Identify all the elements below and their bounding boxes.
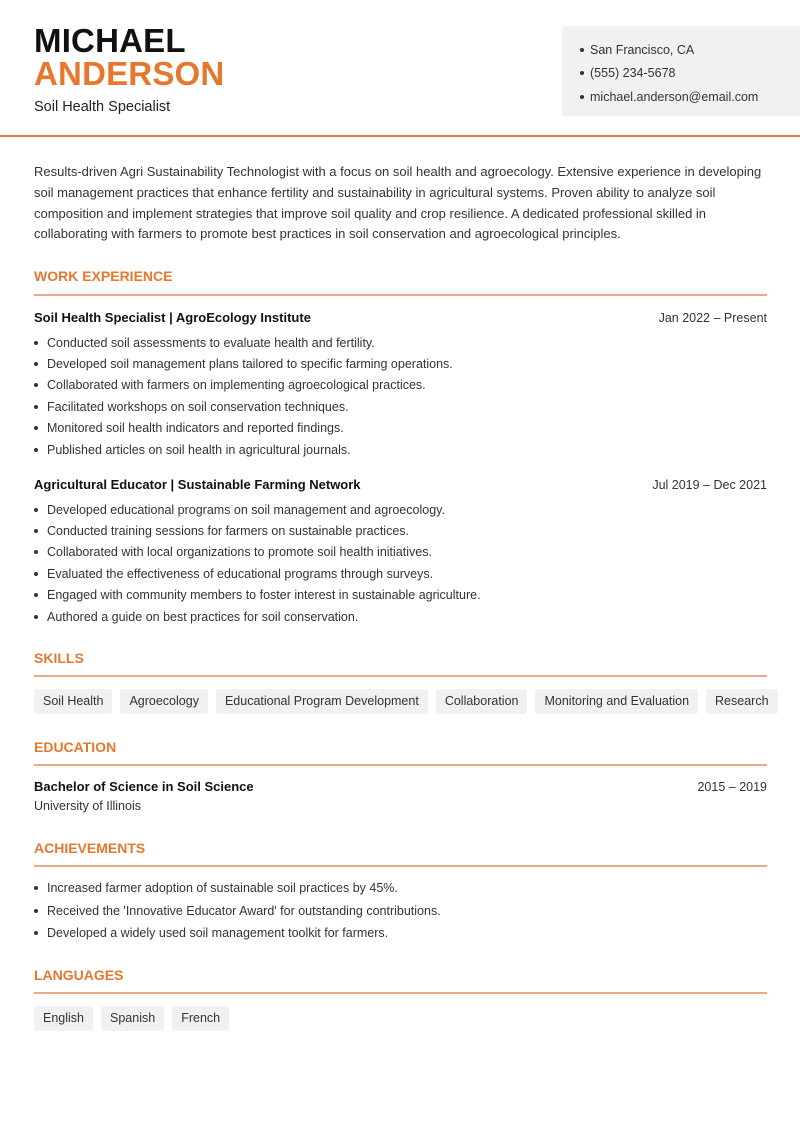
bullet-text: Engaged with community members to foster interest in sustainable agriculture. — [47, 588, 481, 603]
list-item — [34, 606, 481, 627]
bullet-icon — [34, 362, 38, 366]
bullet-text: Evaluated the effectiveness of educational programs through surveys. — [47, 566, 434, 581]
language-tag: Spanish — [101, 1006, 164, 1031]
section-divider — [34, 992, 767, 994]
bullet-icon — [34, 593, 38, 597]
section-divider — [34, 764, 767, 766]
language-tags — [34, 1006, 229, 1031]
bullet-icon — [34, 931, 38, 935]
bullet-text: Conducted soil assessments to evaluate health and fertility. — [47, 335, 375, 350]
location-text: San Francisco, CA — [590, 42, 695, 57]
list-item — [34, 585, 481, 606]
job-title: Soil Health Specialist — [34, 99, 171, 115]
list-item — [34, 332, 453, 353]
language-tag: French — [172, 1006, 229, 1031]
skill-tag: Soil Health — [34, 689, 112, 714]
list-item — [34, 499, 481, 520]
job-bullets — [34, 499, 481, 627]
degree: Bachelor of Science in Soil Science — [34, 779, 254, 794]
bullet-icon — [34, 886, 38, 890]
bullet-icon — [34, 909, 38, 913]
section-divider — [34, 294, 767, 296]
bullet-icon — [34, 550, 38, 554]
bullet-text: Monitored soil health indicators and reported findings. — [47, 421, 344, 436]
list-item — [34, 922, 441, 945]
bullet-icon — [34, 426, 38, 430]
skill-tag: Research — [706, 689, 778, 714]
achievement-text: Received the 'Innovative Educator Award' for outstanding contributions. — [47, 903, 441, 918]
list-item — [34, 563, 481, 584]
bullet-icon — [34, 405, 38, 409]
list-item — [34, 396, 453, 417]
phone-text: (555) 234-5678 — [590, 66, 676, 81]
list-item — [34, 353, 453, 374]
bullet-text: Facilitated workshops on soil conservation techniques. — [47, 399, 349, 414]
list-item — [34, 439, 453, 460]
bullet-icon — [34, 383, 38, 387]
resume-header — [0, 0, 800, 137]
bullet-icon — [34, 448, 38, 452]
bullet-text: Conducted training sessions for farmers on sustainable practices. — [47, 524, 409, 539]
languages-heading: LANGUAGES — [34, 967, 124, 983]
bullet-icon — [580, 48, 584, 52]
first-name: MICHAEL — [34, 22, 186, 59]
list-item — [34, 520, 481, 541]
bullet-icon — [580, 95, 584, 99]
education-header — [34, 779, 767, 794]
bullet-text: Developed educational programs on soil management and agroecology. — [47, 502, 445, 517]
skill-tag: Monitoring and Evaluation — [535, 689, 698, 714]
job-heading: Soil Health Specialist | AgroEcology Institute — [34, 310, 311, 325]
bullet-text: Authored a guide on best practices for soil conservation. — [47, 609, 359, 624]
job-header — [34, 310, 767, 325]
education-dates: 2015 – 2019 — [697, 780, 767, 794]
bullet-icon — [580, 71, 584, 75]
work-experience-heading: WORK EXPERIENCE — [34, 268, 173, 284]
achievements-heading: ACHIEVEMENTS — [34, 840, 146, 856]
section-divider — [34, 865, 767, 867]
list-item — [34, 418, 453, 439]
job-dates: Jan 2022 – Present — [658, 311, 767, 325]
bullet-icon — [34, 508, 38, 512]
achievement-text: Developed a widely used soil management toolkit for farmers. — [47, 926, 389, 941]
skills-tags — [34, 689, 778, 714]
job-dates: Jul 2019 – Dec 2021 — [652, 478, 767, 492]
contact-email — [580, 85, 800, 109]
summary-paragraph: Results-driven Agri Sustainability Technologist with a focus on soil health and agroecology. Extensive experience in developing soil management practices that enhance fertility and sustainability in agricultural systems. Proven ability to analyze soil composition and implement strategies that improve soil quality and crop resilience. A dedicated professional skilled in collaborating with farmers to promote best practices in soil conservation and agroecological principles. — [34, 164, 762, 242]
section-divider — [34, 675, 767, 677]
skill-tag: Agroecology — [120, 689, 208, 714]
bullet-text: Published articles on soil health in agricultural journals. — [47, 442, 351, 457]
job-header — [34, 477, 767, 492]
language-tag: English — [34, 1006, 93, 1031]
list-item — [34, 542, 481, 563]
skill-tag: Collaboration — [436, 689, 528, 714]
job-heading: Agricultural Educator | Sustainable Farming Network — [34, 477, 361, 492]
skill-tag: Educational Program Development — [216, 689, 428, 714]
bullet-text: Collaborated with farmers on implementing agroecological practices. — [47, 378, 426, 393]
bullet-icon — [34, 572, 38, 576]
school-name: University of Illinois — [34, 799, 141, 813]
bullet-text: Collaborated with local organizations to promote soil health initiatives. — [47, 545, 432, 560]
contact-phone — [580, 62, 800, 86]
skills-heading: SKILLS — [34, 650, 84, 666]
list-item — [34, 877, 441, 900]
achievements-list — [34, 877, 441, 945]
bullet-icon — [34, 341, 38, 345]
contact-location — [580, 38, 800, 62]
bullet-text: Developed soil management plans tailored to specific farming operations. — [47, 357, 453, 372]
job-bullets — [34, 332, 453, 460]
list-item — [34, 900, 441, 923]
bullet-icon — [34, 615, 38, 619]
bullet-icon — [34, 529, 38, 533]
list-item — [34, 375, 453, 396]
education-heading: EDUCATION — [34, 739, 117, 755]
contact-box — [562, 26, 800, 116]
achievement-text: Increased farmer adoption of sustainable soil practices by 45%. — [47, 881, 398, 896]
last-name: ANDERSON — [34, 55, 225, 92]
email-text: michael.anderson@email.com — [590, 89, 759, 104]
